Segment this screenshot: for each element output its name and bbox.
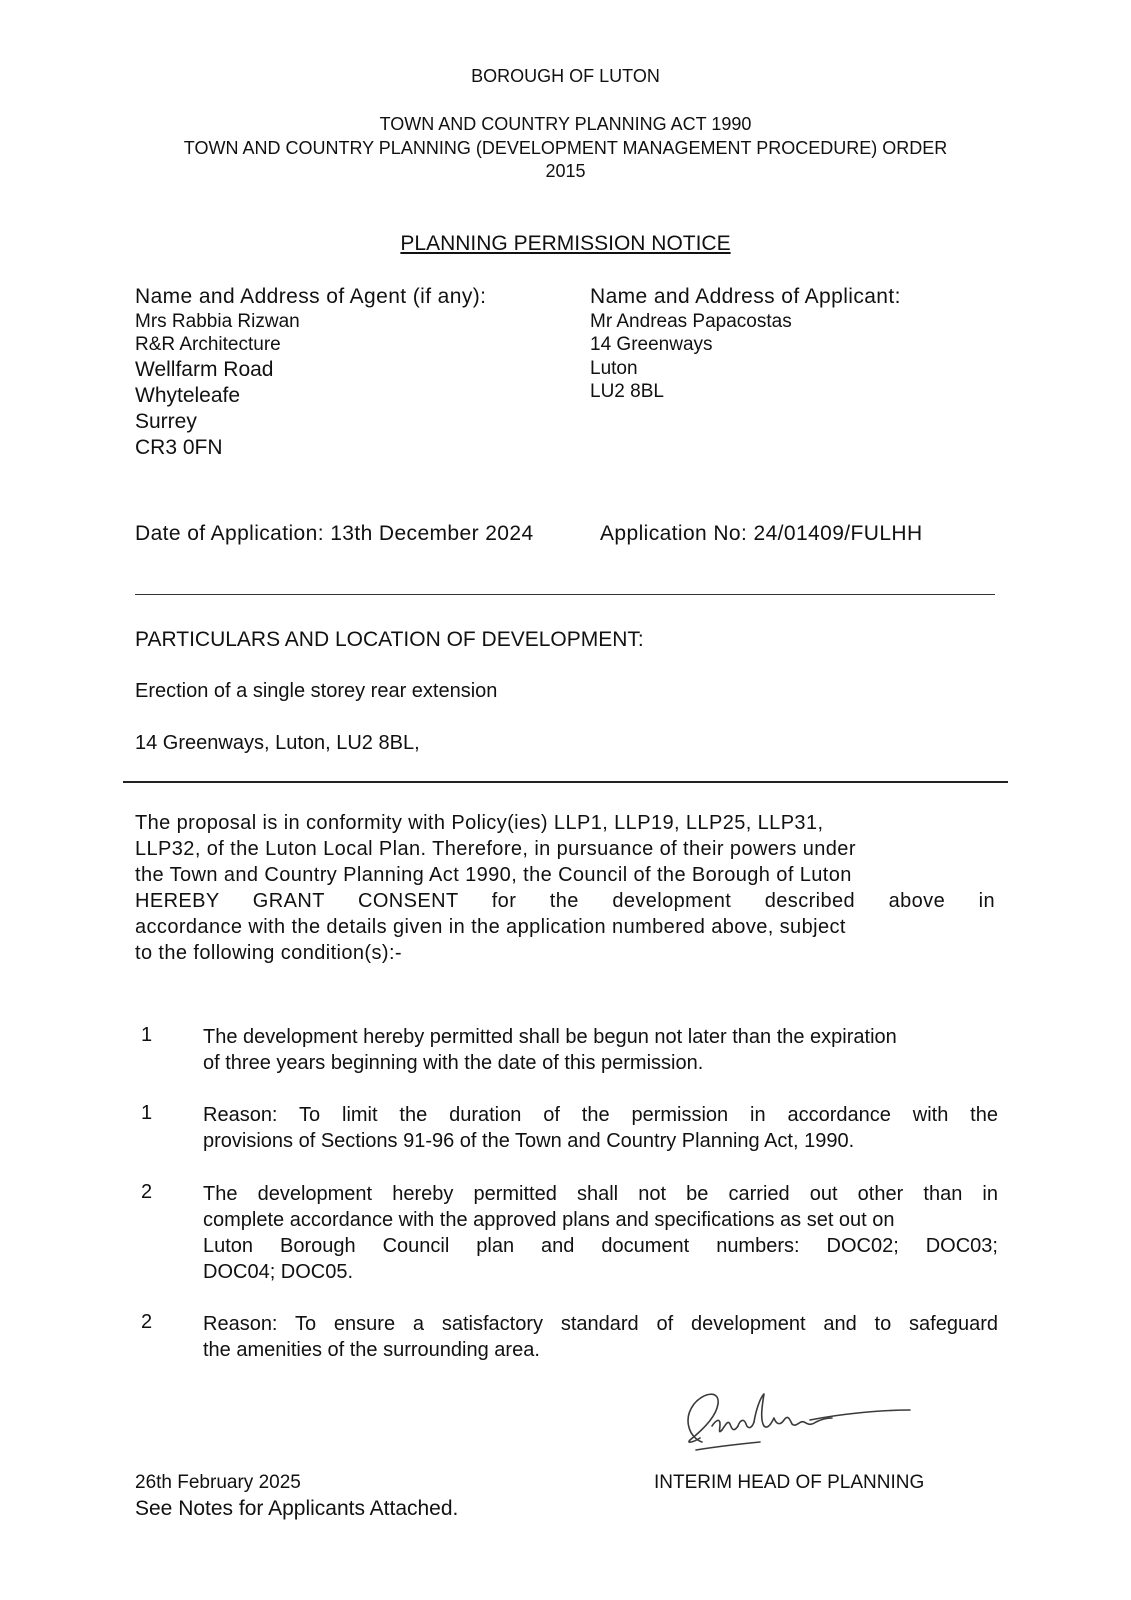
- agent-town: Whyteleafe: [135, 384, 241, 407]
- applicant-postcode: LU2 8BL: [590, 381, 664, 402]
- agent-postcode: CR3 0FN: [135, 436, 223, 459]
- condition-line: Luton Borough Council plan and document numbers: DOC02; DOC03;: [203, 1235, 998, 1257]
- proposal-paragraph: [135, 810, 995, 966]
- agent-label: Name and Address of Agent (if any):: [135, 285, 487, 308]
- agent-block: [135, 285, 575, 462]
- notes-for-applicants: See Notes for Applicants Attached.: [135, 1497, 459, 1520]
- applicant-label: Name and Address of Applicant:: [590, 285, 901, 308]
- condition-number: 2: [141, 1181, 153, 1203]
- agent-county: Surrey: [135, 410, 197, 433]
- condition-number: 2: [141, 1311, 153, 1333]
- proposal-line: HEREBY GRANT CONSENT for the development described above in: [135, 890, 995, 912]
- applicant-street: 14 Greenways: [590, 334, 713, 355]
- condition-line: The development hereby permitted shall not be carried out other than in: [203, 1183, 998, 1205]
- condition-line: Reason: To limit the duration of the permission in accordance with the: [203, 1104, 998, 1126]
- signature-image: [660, 1380, 930, 1475]
- condition-line: complete accordance with the approved plans and specifications as set out on: [203, 1209, 895, 1231]
- condition-text: [203, 1181, 998, 1285]
- particulars-heading: PARTICULARS AND LOCATION OF DEVELOPMENT:: [135, 628, 644, 651]
- authority-heading: BOROUGH OF LUTON: [471, 66, 660, 86]
- condition-line: DOC04; DOC05.: [203, 1261, 354, 1283]
- order-heading-line2: 2015: [545, 161, 586, 181]
- condition-reason: [203, 1311, 998, 1363]
- proposal-line: the Town and Country Planning Act 1990, the Council of the Borough of Luton: [135, 864, 852, 886]
- applicant-block: [590, 285, 1010, 405]
- application-date-value: 13th December 2024: [330, 522, 534, 545]
- notice-title-text: PLANNING PERMISSION NOTICE: [400, 232, 731, 255]
- condition-line: The development hereby permitted shall be begun not later than the expiration: [203, 1026, 897, 1048]
- condition-number: 1: [141, 1024, 153, 1046]
- section-divider-light: [135, 594, 995, 595]
- development-description: Erection of a single storey rear extension: [135, 680, 498, 702]
- agent-name: Mrs Rabbia Rizwan: [135, 311, 300, 332]
- proposal-line: LLP32, of the Luton Local Plan. Therefore, in pursuance of their powers under: [135, 838, 856, 860]
- applicant-name: Mr Andreas Papacostas: [590, 311, 792, 332]
- agent-street: Wellfarm Road: [135, 358, 274, 381]
- condition-reason: [203, 1102, 998, 1154]
- application-number-value: 24/01409/FULHH: [753, 522, 923, 545]
- application-number-label: Application No:: [600, 522, 748, 545]
- condition-number: 1: [141, 1102, 153, 1124]
- notice-title: [0, 232, 1131, 256]
- signatory-title: INTERIM HEAD OF PLANNING: [654, 1472, 925, 1493]
- agent-company: R&R Architecture: [135, 334, 281, 355]
- application-date: [135, 522, 534, 546]
- decision-date: 26th February 2025: [135, 1472, 301, 1493]
- development-location: 14 Greenways, Luton, LU2 8BL,: [135, 732, 420, 754]
- proposal-line: to the following condition(s):-: [135, 942, 402, 964]
- condition-line: the amenities of the surrounding area.: [203, 1339, 540, 1361]
- condition-text: [203, 1024, 998, 1076]
- application-number: [600, 522, 923, 546]
- proposal-line: accordance with the details given in the application numbered above, subject: [135, 916, 846, 938]
- condition-line: provisions of Sections 91-96 of the Town and Country Planning Act, 1990.: [203, 1130, 855, 1152]
- order-heading-line1: TOWN AND COUNTRY PLANNING (DEVELOPMENT MANAGEMENT PROCEDURE) ORDER: [183, 138, 948, 158]
- application-date-label: Date of Application:: [135, 522, 324, 545]
- condition-line: Reason: To ensure a satisfactory standard of development and to safeguard: [203, 1313, 998, 1335]
- section-divider-dark: [123, 781, 1008, 783]
- applicant-town: Luton: [590, 358, 638, 379]
- act-heading: TOWN AND COUNTRY PLANNING ACT 1990: [379, 114, 752, 134]
- proposal-line: The proposal is in conformity with Policy(ies) LLP1, LLP19, LLP25, LLP31,: [135, 812, 824, 834]
- condition-line: of three years beginning with the date of this permission.: [203, 1052, 704, 1074]
